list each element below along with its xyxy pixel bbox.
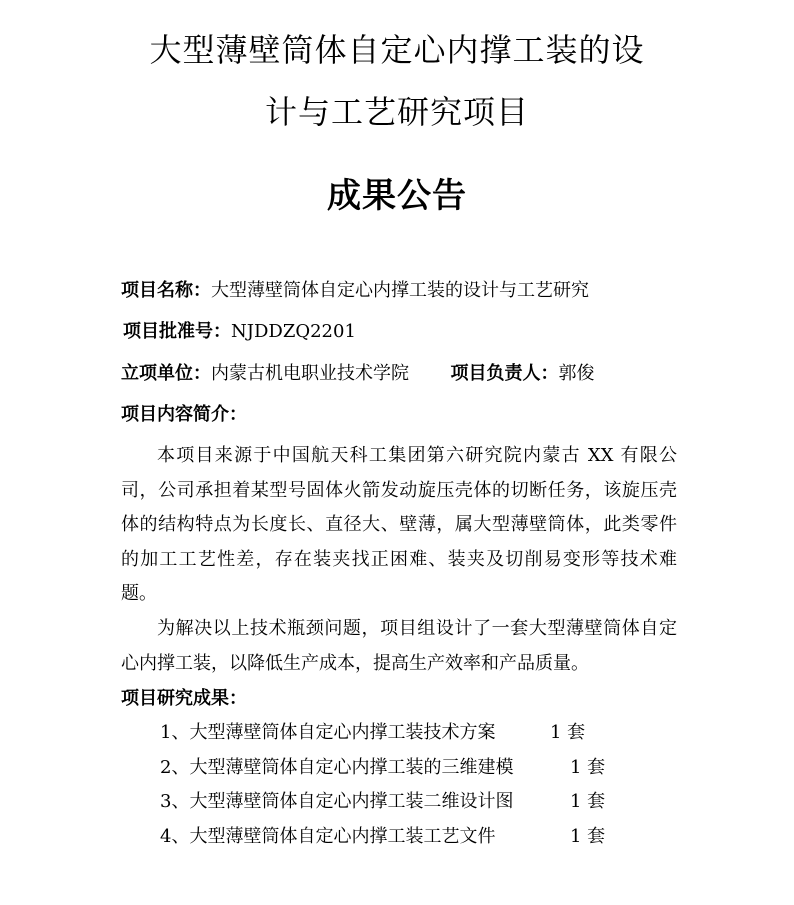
intro-heading bbox=[121, 403, 681, 427]
leader-value: 郭俊 bbox=[558, 363, 595, 384]
approval-number-row bbox=[123, 320, 683, 344]
result-item-count: 1 套 bbox=[570, 757, 606, 778]
result-item-2 bbox=[160, 756, 606, 780]
unit-value: 内蒙古机电职业技术学院 bbox=[211, 363, 409, 384]
unit-row bbox=[121, 362, 681, 386]
result-item-text: 3、大型薄壁筒体自定心内撑工装二维设计图 bbox=[160, 791, 514, 812]
results-heading bbox=[121, 687, 681, 711]
intro-paragraph-2: 为解决以上技术瓶颈问题，项目组设计了一套大型薄壁筒体自定心内撑工装，以降低生产成本，提高生产效率和产品质量。 bbox=[121, 618, 677, 674]
project-name-row bbox=[121, 279, 681, 303]
result-item-text: 2、大型薄壁筒体自定心内撑工装的三维建模 bbox=[160, 757, 514, 778]
results-heading-text: 项目研究成果： bbox=[121, 688, 247, 709]
title-line-1: 大型薄壁筒体自定心内撑工装的设 bbox=[149, 31, 645, 69]
result-item-count: 1 套 bbox=[550, 722, 586, 743]
unit-label: 立项单位： bbox=[121, 363, 211, 384]
project-name-label: 项目名称： bbox=[121, 280, 211, 301]
result-item-4 bbox=[160, 825, 606, 849]
result-item-count: 1 套 bbox=[570, 791, 606, 812]
result-item-text: 4、大型薄壁筒体自定心内撑工装工艺文件 bbox=[160, 826, 496, 847]
approval-number-label: 项目批准号： bbox=[123, 321, 231, 342]
project-name-value: 大型薄壁筒体自定心内撑工装的设计与工艺研究 bbox=[211, 280, 589, 301]
intro-paragraph-1: 本项目来源于中国航天科工集团第六研究院内蒙古 XX 有限公司，公司承担着某型号固体火箭发动旋压壳体的切断任务，该旋压壳体的结构特点为长度长、直径大、壁薄，属大型薄壁筒体，此类零件的加工工艺性差，存在装夹找正困难、装夹及切削易变形等技术难题。 bbox=[121, 445, 677, 604]
title-line-2: 计与工艺研究项目 bbox=[264, 93, 529, 131]
intro-heading-text: 项目内容简介： bbox=[121, 404, 247, 425]
result-item-1 bbox=[160, 721, 586, 745]
approval-number-value: NJDDZQ2201 bbox=[231, 321, 356, 342]
subtitle: 成果公告 bbox=[327, 176, 467, 216]
result-item-count: 1 套 bbox=[570, 826, 606, 847]
leader-label: 项目负责人： bbox=[450, 363, 559, 384]
result-item-3 bbox=[160, 790, 606, 814]
result-item-text: 1、大型薄壁筒体自定心内撑工装技术方案 bbox=[160, 722, 496, 743]
